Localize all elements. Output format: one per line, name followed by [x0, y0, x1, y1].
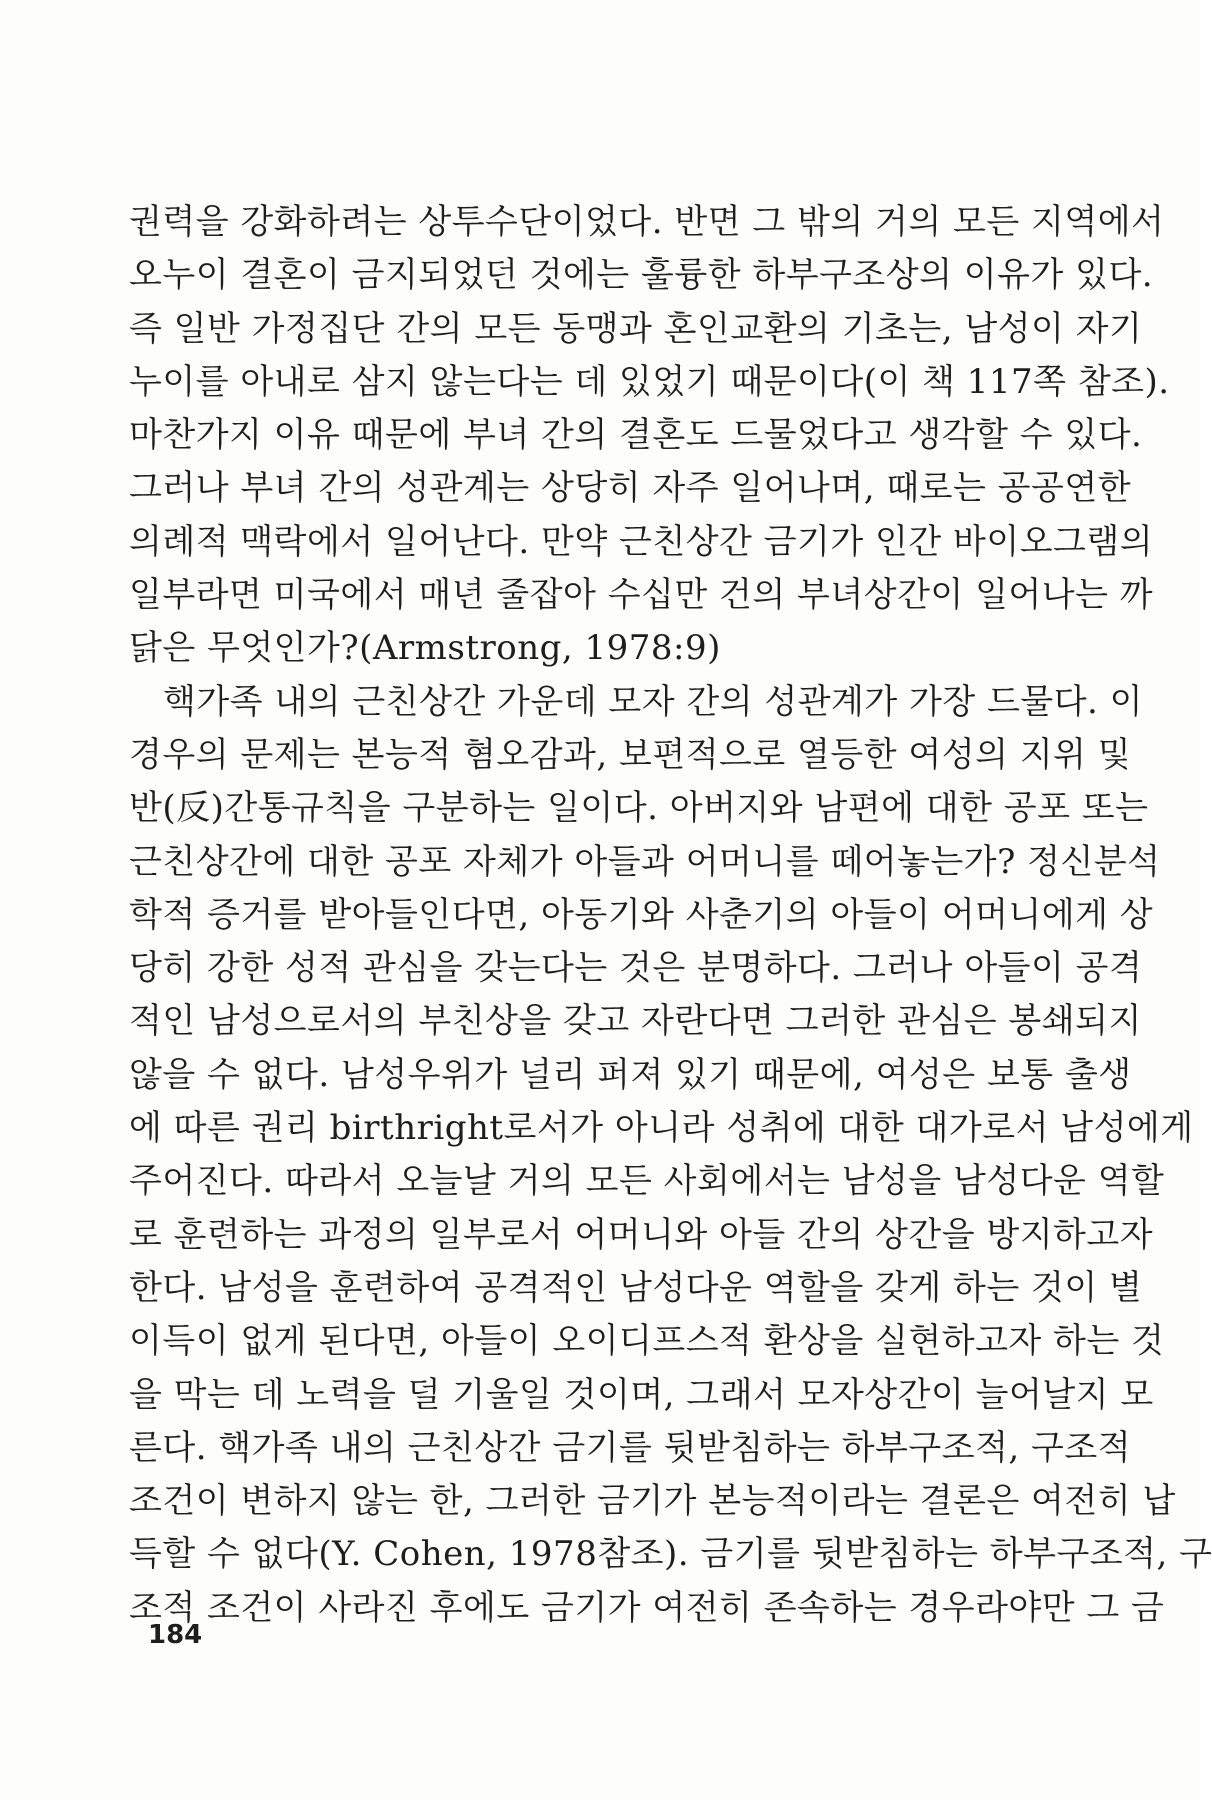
text-line: 조적 조건이 사라진 후에도 금기가 여전히 존속하는 경우라야만 그 금	[129, 1587, 1165, 1628]
text-line: 당히 강한 성적 관심을 갖는다는 것은 분명하다. 그러나 아들이 공격	[129, 948, 1143, 989]
body-text	[129, 196, 1212, 1635]
text-line: 에 따른 권리 birthright로서가 아니라 성취에 대한 대가로서 남성에게	[129, 1108, 1194, 1149]
text-line: 조건이 변하지 않는 한, 그러한 금기가 본능적이라는 결론은 여전히 납	[129, 1481, 1176, 1522]
text-line: 을 막는 데 노력을 덜 기울일 것이며, 그래서 모자상간이 늘어날지 모	[129, 1374, 1154, 1415]
text-line-paragraph-start: 핵가족 내의 근친상간 가운데 모자 간의 성관계가 가장 드물다. 이	[163, 681, 1144, 722]
text-line: 즉 일반 가정집단 간의 모든 동맹과 혼인교환의 기초는, 남성이 자기	[129, 308, 1143, 349]
text-line: 권력을 강화하려는 상투수단이었다. 반면 그 밖의 거의 모든 지역에서	[129, 202, 1165, 242]
page-number: 184	[148, 1620, 203, 1650]
text-line: 이득이 없게 된다면, 아들이 오이디프스적 환상을 실현하고자 하는 것	[129, 1321, 1165, 1362]
text-line: 마찬가지 이유 때문에 부녀 간의 결혼도 드물었다고 생각할 수 있다.	[129, 415, 1143, 456]
text-line: 반(反)간통규칙을 구분하는 일이다. 아버지와 남편에 대한 공포 또는	[129, 788, 1149, 829]
text-line: 않을 수 없다. 남성우위가 널리 퍼져 있기 때문에, 여성은 보통 출생	[129, 1054, 1132, 1095]
text-line: 그러나 부녀 간의 성관계는 상당히 자주 일어나며, 때로는 공공연한	[129, 468, 1132, 509]
text-line: 주어진다. 따라서 오늘날 거의 모든 사회에서는 남성을 남성다운 역할	[129, 1161, 1165, 1202]
text-line: 로 훈련하는 과정의 일부로서 어머니와 아들 간의 상간을 방지하고자	[129, 1214, 1154, 1255]
text-line: 누이를 아내로 삼지 않는다는 데 있었기 때문이다(이 책 117쪽 참조).	[129, 361, 1170, 402]
text-line-paragraph-end: 닭은 무엇인가?(Armstrong, 1978:9)	[129, 628, 721, 669]
text-line: 득할 수 없다(Y. Cohen, 1978참조). 금기를 뒷받침하는 하부구조적, 구	[129, 1534, 1212, 1575]
text-line: 의례적 맥락에서 일어난다. 만약 근친상간 금기가 인간 바이오그램의	[129, 521, 1154, 562]
text-line: 한다. 남성을 훈련하여 공격적인 남성다운 역할을 갖게 하는 것이 별	[129, 1267, 1143, 1308]
text-line: 른다. 핵가족 내의 근친상간 금기를 뒷받침하는 하부구조적, 구조적	[129, 1427, 1132, 1468]
text-line: 일부라면 미국에서 매년 줄잡아 수십만 건의 부녀상간이 일어나는 까	[129, 575, 1154, 616]
text-line: 적인 남성으로서의 부친상을 갖고 자란다면 그러한 관심은 봉쇄되지	[129, 1001, 1142, 1042]
text-line: 근친상간에 대한 공포 자체가 아들과 어머니를 떼어놓는가? 정신분석	[129, 841, 1161, 882]
text-line: 오누이 결혼이 금지되었던 것에는 훌륭한 하부구조상의 이유가 있다.	[129, 255, 1154, 296]
text-line: 경우의 문제는 본능적 혐오감과, 보편적으로 열등한 여성의 지위 및	[129, 734, 1132, 775]
text-line: 학적 증거를 받아들인다면, 아동기와 사춘기의 아들이 어머니에게 상	[129, 894, 1154, 935]
